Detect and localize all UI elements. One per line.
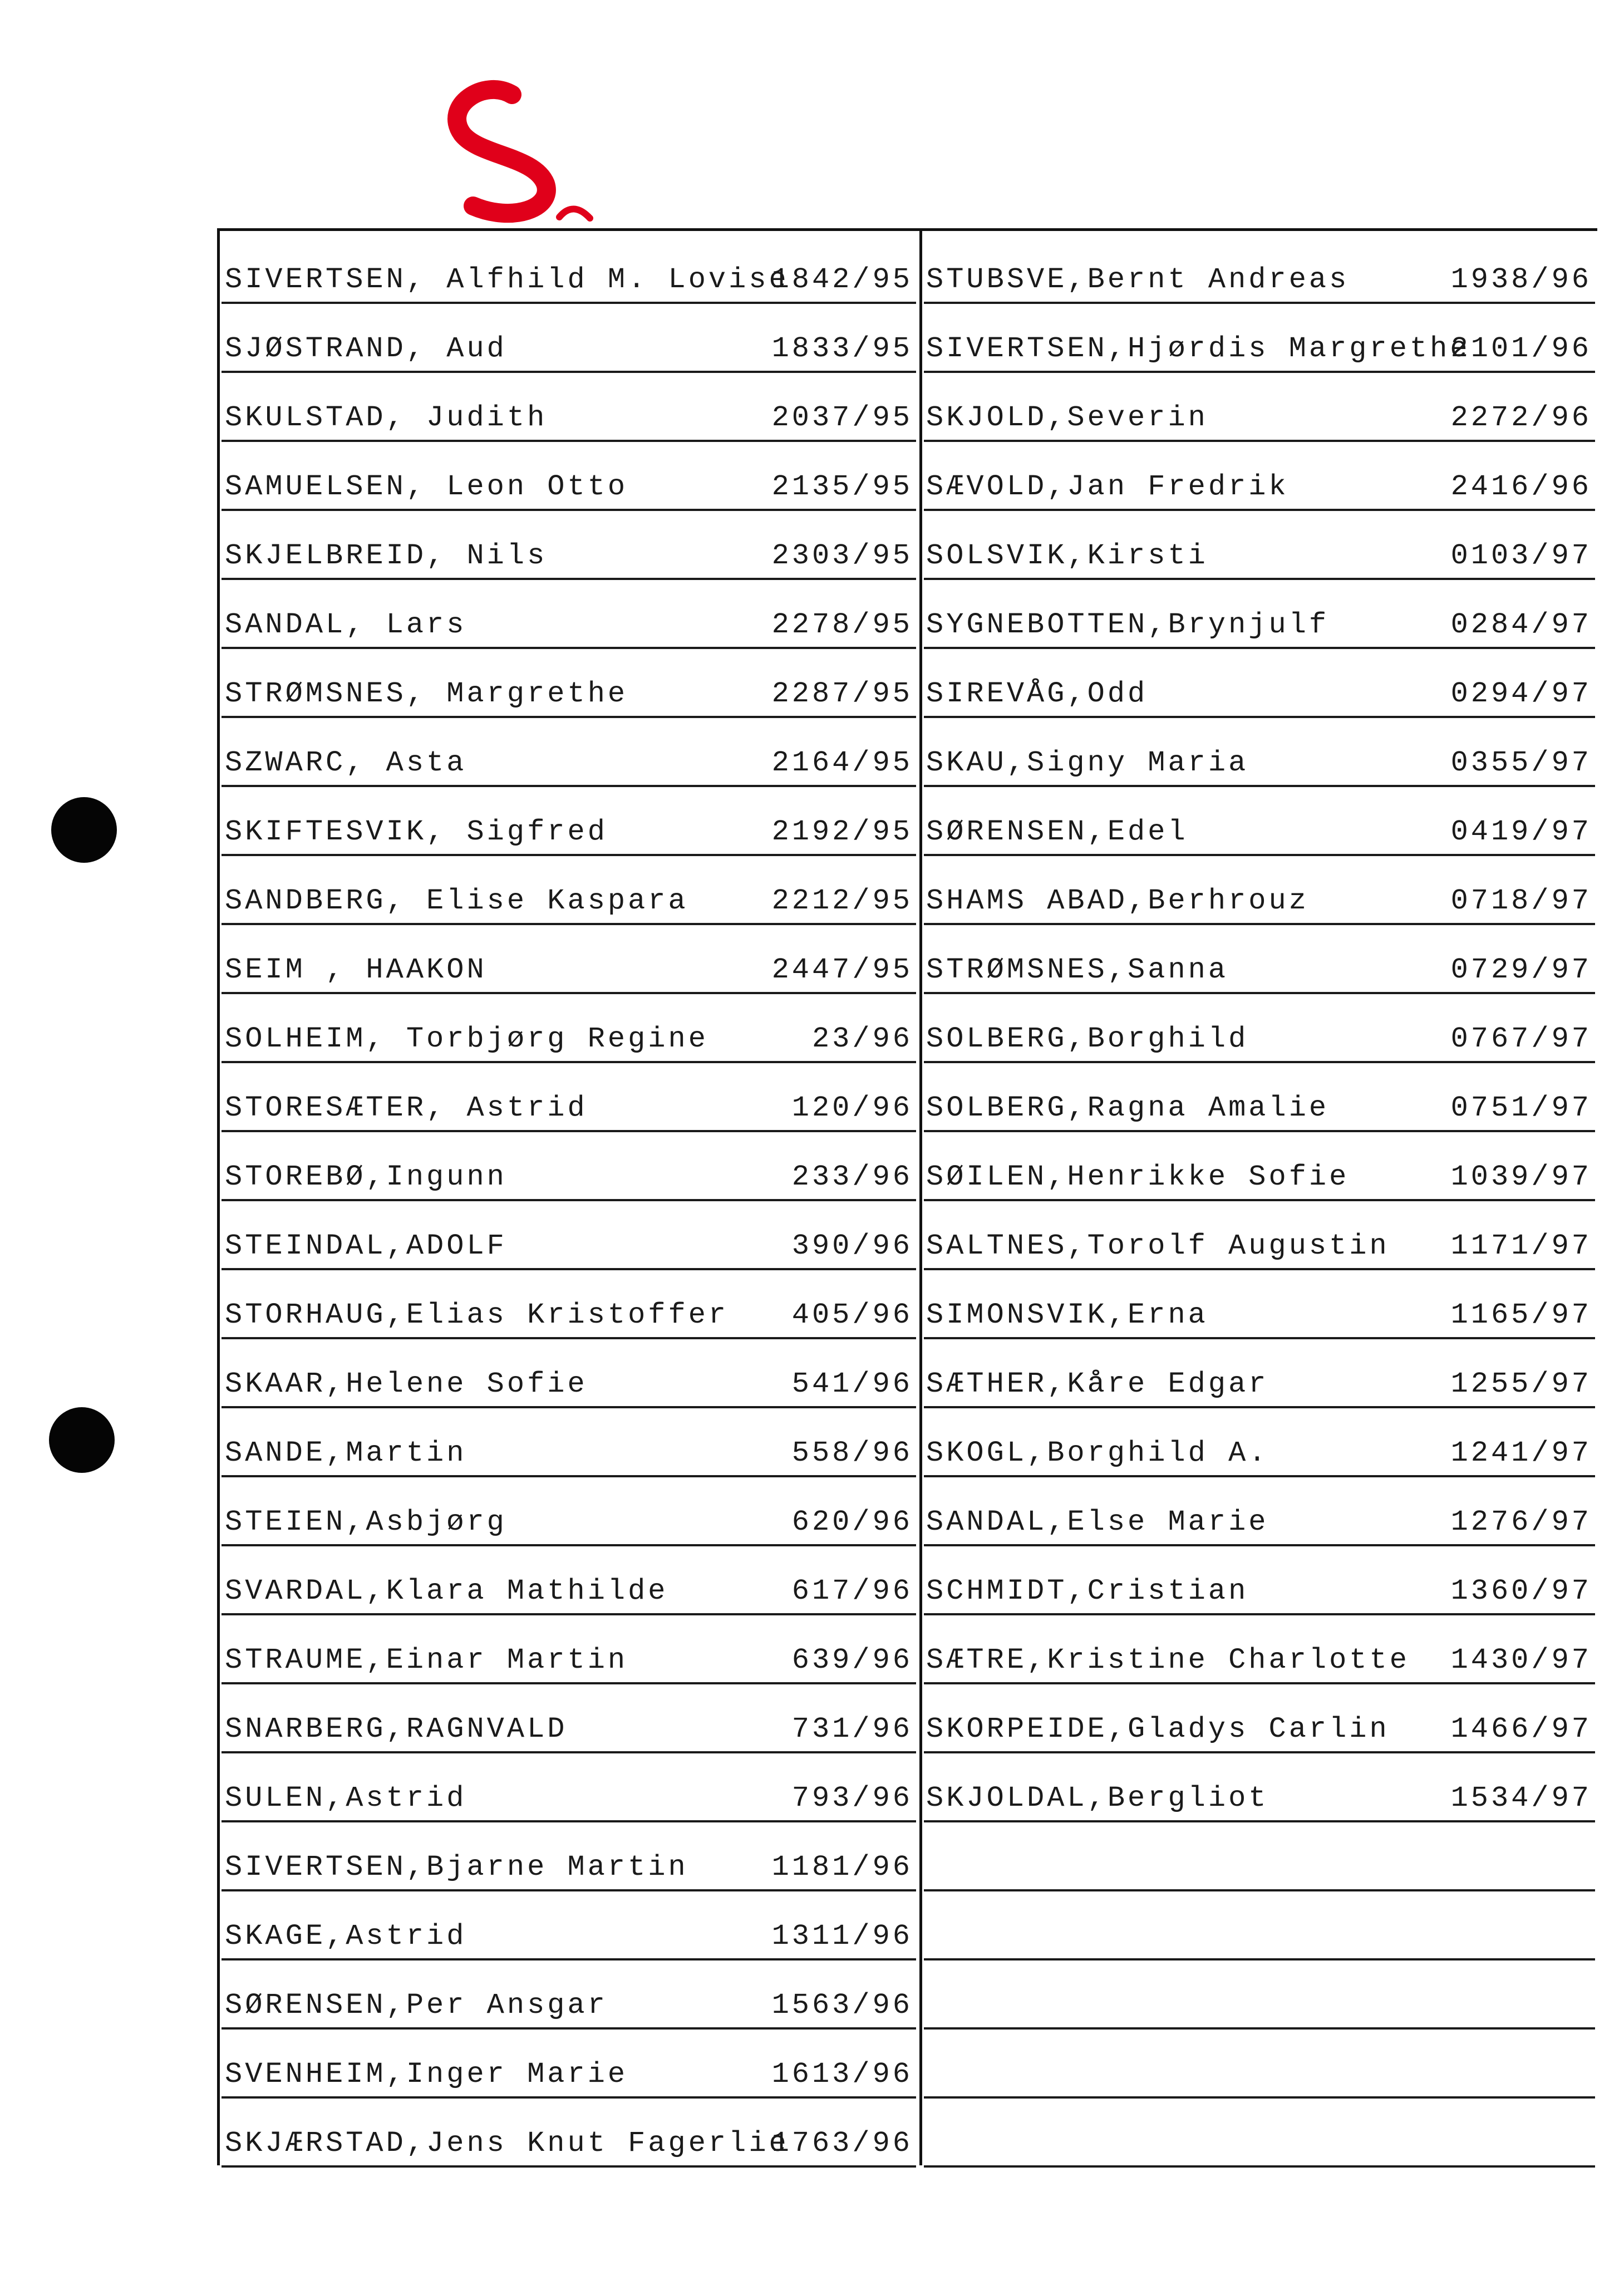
entry-number: 0284/97 bbox=[1450, 608, 1592, 641]
entry-name: SØRENSEN,Per Ansgar bbox=[225, 1989, 608, 2022]
table-top-rule bbox=[217, 228, 1597, 231]
left-entry bbox=[222, 716, 916, 787]
table-row bbox=[217, 1199, 1597, 1268]
entry-name: SIVERTSEN,Hjørdis Margrethe bbox=[926, 332, 1470, 365]
entry-name: SKAGE,Astrid bbox=[225, 1920, 467, 1953]
left-entry bbox=[222, 2027, 916, 2099]
right-entry bbox=[924, 302, 1595, 373]
right-entry bbox=[924, 578, 1595, 649]
right-entry bbox=[924, 1061, 1595, 1132]
entry-name: SEIM , HAAKON bbox=[225, 954, 487, 986]
entry-name: SNARBERG,RAGNVALD bbox=[225, 1713, 568, 1746]
right-entry bbox=[924, 440, 1595, 511]
right-entry bbox=[924, 1889, 1595, 1960]
table-row bbox=[217, 716, 1597, 785]
right-entry bbox=[924, 992, 1595, 1063]
right-entry bbox=[924, 1544, 1595, 1615]
table-row bbox=[217, 2027, 1597, 2096]
entry-number: 0103/97 bbox=[1450, 539, 1592, 572]
entry-number: 2416/96 bbox=[1450, 470, 1592, 503]
right-entry bbox=[924, 716, 1595, 787]
left-entry bbox=[222, 1475, 916, 1546]
table-row bbox=[217, 992, 1597, 1061]
left-entry bbox=[222, 1268, 916, 1339]
right-entry bbox=[924, 2027, 1595, 2099]
table-row bbox=[217, 302, 1597, 371]
left-entry bbox=[222, 1682, 916, 1753]
left-entry bbox=[222, 2096, 916, 2168]
entry-name: SKJOLD,Severin bbox=[926, 401, 1208, 434]
table-row bbox=[217, 785, 1597, 854]
entry-name: STOREBØ,Ingunn bbox=[225, 1161, 507, 1193]
entry-number: 2303/95 bbox=[771, 539, 913, 572]
right-entry bbox=[924, 371, 1595, 442]
table-row bbox=[217, 854, 1597, 923]
entry-number: 2212/95 bbox=[771, 885, 913, 917]
entry-number: 620/96 bbox=[791, 1506, 913, 1539]
right-entry bbox=[924, 1199, 1595, 1270]
left-entry bbox=[222, 1061, 916, 1132]
entry-number: 2164/95 bbox=[771, 746, 913, 779]
right-entry bbox=[924, 1751, 1595, 1822]
entry-name: SOLBERG,Ragna Amalie bbox=[926, 1092, 1330, 1124]
entry-number: 1165/97 bbox=[1450, 1299, 1592, 1331]
entry-name: SKAAR,Helene Sofie bbox=[225, 1368, 588, 1401]
entry-number: 233/96 bbox=[791, 1161, 913, 1193]
table-row bbox=[217, 1613, 1597, 1682]
left-entry bbox=[222, 1613, 916, 1684]
entry-name: SIMONSVIK,Erna bbox=[926, 1299, 1208, 1331]
right-entry bbox=[924, 1337, 1595, 1408]
entry-name: SANDAL, Lars bbox=[225, 608, 467, 641]
left-entry bbox=[222, 1199, 916, 1270]
entry-name: SÆTHER,Kåre Edgar bbox=[926, 1368, 1269, 1401]
left-entry bbox=[222, 785, 916, 856]
right-entry bbox=[924, 1820, 1595, 1891]
left-entry bbox=[222, 647, 916, 718]
table-row bbox=[217, 1337, 1597, 1406]
right-entry bbox=[924, 854, 1595, 925]
table-row bbox=[217, 1406, 1597, 1475]
entry-number: 2135/95 bbox=[771, 470, 913, 503]
entry-name: SKOGL,Borghild A. bbox=[926, 1437, 1269, 1470]
entry-name: STRØMSNES,Sanna bbox=[926, 954, 1229, 986]
entry-number: 23/96 bbox=[811, 1023, 913, 1055]
table-row bbox=[217, 509, 1597, 578]
right-entry bbox=[924, 1958, 1595, 2030]
entry-name: SHAMS ABAD,Berhrouz bbox=[926, 885, 1309, 917]
entry-number: 2278/95 bbox=[771, 608, 913, 641]
entry-number: 1430/97 bbox=[1450, 1644, 1592, 1677]
entry-number: 1311/96 bbox=[771, 1920, 913, 1953]
entry-number: 1938/96 bbox=[1450, 263, 1592, 296]
entry-number: 541/96 bbox=[791, 1368, 913, 1401]
left-entry bbox=[222, 1337, 916, 1408]
entry-name: SKULSTAD, Judith bbox=[225, 401, 548, 434]
entry-name: SANDE,Martin bbox=[225, 1437, 467, 1470]
left-entry bbox=[222, 1889, 916, 1960]
left-entry bbox=[222, 302, 916, 373]
entry-name: SJØSTRAND, Aud bbox=[225, 332, 507, 365]
entry-name: SKJÆRSTAD,Jens Knut Fagerlie bbox=[225, 2127, 789, 2160]
entry-name: STRAUME,Einar Martin bbox=[225, 1644, 628, 1677]
entry-name: SOLBERG,Borghild bbox=[926, 1023, 1249, 1055]
entry-name: STORHAUG,Elias Kristoffer bbox=[225, 1299, 729, 1331]
entry-number: 558/96 bbox=[791, 1437, 913, 1470]
entry-number: 617/96 bbox=[791, 1575, 913, 1608]
entry-name: SØILEN,Henrikke Sofie bbox=[926, 1161, 1350, 1193]
handwritten-s-mark bbox=[429, 72, 618, 234]
left-entry bbox=[222, 854, 916, 925]
entry-name: SÆVOLD,Jan Fredrik bbox=[926, 470, 1289, 503]
table-row bbox=[217, 1061, 1597, 1130]
table-row bbox=[217, 440, 1597, 509]
entry-number: 731/96 bbox=[791, 1713, 913, 1746]
entry-number: 1833/95 bbox=[771, 332, 913, 365]
entry-number: 639/96 bbox=[791, 1644, 913, 1677]
entry-name: SIREVÅG,Odd bbox=[926, 677, 1148, 710]
entry-name: SALTNES,Torolf Augustin bbox=[926, 1230, 1390, 1262]
right-entry bbox=[924, 1130, 1595, 1201]
entry-name: SOLHEIM, Torbjørg Regine bbox=[225, 1023, 708, 1055]
register-table bbox=[217, 228, 1597, 2165]
entry-number: 1613/96 bbox=[771, 2058, 913, 2091]
entry-name: SANDAL,Else Marie bbox=[926, 1506, 1269, 1539]
table-row bbox=[217, 1268, 1597, 1337]
table-row bbox=[217, 2096, 1597, 2165]
left-entry bbox=[222, 1751, 916, 1822]
entry-number: 120/96 bbox=[791, 1092, 913, 1124]
entry-number: 2447/95 bbox=[771, 954, 913, 986]
entry-number: 1276/97 bbox=[1450, 1506, 1592, 1539]
entry-name: SKJOLDAL,Bergliot bbox=[926, 1782, 1269, 1815]
left-entry bbox=[222, 1958, 916, 2030]
entry-number: 1534/97 bbox=[1450, 1782, 1592, 1815]
entry-name: SVENHEIM,Inger Marie bbox=[225, 2058, 628, 2091]
entry-name: SIVERTSEN,Bjarne Martin bbox=[225, 1851, 688, 1884]
table-row bbox=[217, 923, 1597, 992]
right-entry bbox=[924, 1475, 1595, 1546]
entry-name: STEIEN,Asbjørg bbox=[225, 1506, 507, 1539]
entry-number: 2101/96 bbox=[1450, 332, 1592, 365]
table-row bbox=[217, 1544, 1597, 1613]
table-row bbox=[217, 1130, 1597, 1199]
entry-name: SÆTRE,Kristine Charlotte bbox=[926, 1644, 1410, 1677]
entry-name: SANDBERG, Elise Kaspara bbox=[225, 885, 688, 917]
right-entry bbox=[924, 509, 1595, 580]
entry-number: 1563/96 bbox=[771, 1989, 913, 2022]
table-row bbox=[217, 647, 1597, 716]
right-entry bbox=[924, 2096, 1595, 2168]
table-row bbox=[217, 1682, 1597, 1751]
entry-number: 0294/97 bbox=[1450, 677, 1592, 710]
entry-name: STUBSVE,Bernt Andreas bbox=[926, 263, 1350, 296]
entry-number: 0419/97 bbox=[1450, 815, 1592, 848]
left-entry bbox=[222, 1406, 916, 1477]
entry-number: 0767/97 bbox=[1450, 1023, 1592, 1055]
right-entry bbox=[924, 785, 1595, 856]
entry-name: STORESÆTER, Astrid bbox=[225, 1092, 588, 1124]
left-entry bbox=[222, 233, 916, 304]
entry-name: SIVERTSEN, Alfhild M. Lovise bbox=[225, 263, 789, 296]
entry-number: 2037/95 bbox=[771, 401, 913, 434]
right-entry bbox=[924, 233, 1595, 304]
entry-number: 1360/97 bbox=[1450, 1575, 1592, 1608]
right-entry bbox=[924, 647, 1595, 718]
right-entry bbox=[924, 923, 1595, 994]
right-entry bbox=[924, 1406, 1595, 1477]
entry-number: 1171/97 bbox=[1450, 1230, 1592, 1262]
table-row bbox=[217, 1751, 1597, 1820]
left-entry bbox=[222, 578, 916, 649]
entry-number: 405/96 bbox=[791, 1299, 913, 1331]
punch-hole-bottom bbox=[49, 1407, 115, 1473]
entry-number: 1763/96 bbox=[771, 2127, 913, 2160]
entry-number: 793/96 bbox=[791, 1782, 913, 1815]
entry-number: 1039/97 bbox=[1450, 1161, 1592, 1193]
table-row bbox=[217, 371, 1597, 440]
entry-name: SØRENSEN,Edel bbox=[926, 815, 1188, 848]
left-entry bbox=[222, 1820, 916, 1891]
table-row bbox=[217, 1889, 1597, 1958]
left-entry bbox=[222, 440, 916, 511]
left-entry bbox=[222, 509, 916, 580]
section-letter-marker bbox=[429, 72, 618, 234]
right-entry bbox=[924, 1682, 1595, 1753]
entry-name: SCHMIDT,Cristian bbox=[926, 1575, 1249, 1608]
punch-hole-top bbox=[51, 797, 117, 863]
table-row bbox=[217, 233, 1597, 302]
entry-name: SKJELBREID, Nils bbox=[225, 539, 548, 572]
table-row bbox=[217, 578, 1597, 647]
entry-number: 0751/97 bbox=[1450, 1092, 1592, 1124]
entry-name: SOLSVIK,Kirsti bbox=[926, 539, 1208, 572]
entry-number: 1255/97 bbox=[1450, 1368, 1592, 1401]
left-entry bbox=[222, 992, 916, 1063]
entry-number: 0718/97 bbox=[1450, 885, 1592, 917]
entry-number: 1466/97 bbox=[1450, 1713, 1592, 1746]
entry-name: STRØMSNES, Margrethe bbox=[225, 677, 628, 710]
entry-name: SAMUELSEN, Leon Otto bbox=[225, 470, 628, 503]
entry-number: 390/96 bbox=[791, 1230, 913, 1262]
left-entry bbox=[222, 1130, 916, 1201]
left-entry bbox=[222, 923, 916, 994]
entry-name: SULEN,Astrid bbox=[225, 1782, 467, 1815]
entry-number: 1181/96 bbox=[771, 1851, 913, 1884]
entry-name: SZWARC, Asta bbox=[225, 746, 467, 779]
entry-name: SYGNEBOTTEN,Brynjulf bbox=[926, 608, 1330, 641]
entry-number: 2272/96 bbox=[1450, 401, 1592, 434]
entry-name: SKAU,Signy Maria bbox=[926, 746, 1249, 779]
left-entry bbox=[222, 371, 916, 442]
entry-number: 2192/95 bbox=[771, 815, 913, 848]
right-entry bbox=[924, 1268, 1595, 1339]
entry-number: 1241/97 bbox=[1450, 1437, 1592, 1470]
entry-name: SKORPEIDE,Gladys Carlin bbox=[926, 1713, 1390, 1746]
entry-name: STEINDAL,ADOLF bbox=[225, 1230, 507, 1262]
entry-number: 2287/95 bbox=[771, 677, 913, 710]
table-row bbox=[217, 1820, 1597, 1889]
entry-name: SVARDAL,Klara Mathilde bbox=[225, 1575, 668, 1608]
table-row bbox=[217, 1475, 1597, 1544]
entry-number: 1842/95 bbox=[771, 263, 913, 296]
entry-number: 0355/97 bbox=[1450, 746, 1592, 779]
entry-number: 0729/97 bbox=[1450, 954, 1592, 986]
left-entry bbox=[222, 1544, 916, 1615]
right-entry bbox=[924, 1613, 1595, 1684]
entry-name: SKIFTESVIK, Sigfred bbox=[225, 815, 608, 848]
table-row bbox=[217, 1958, 1597, 2027]
